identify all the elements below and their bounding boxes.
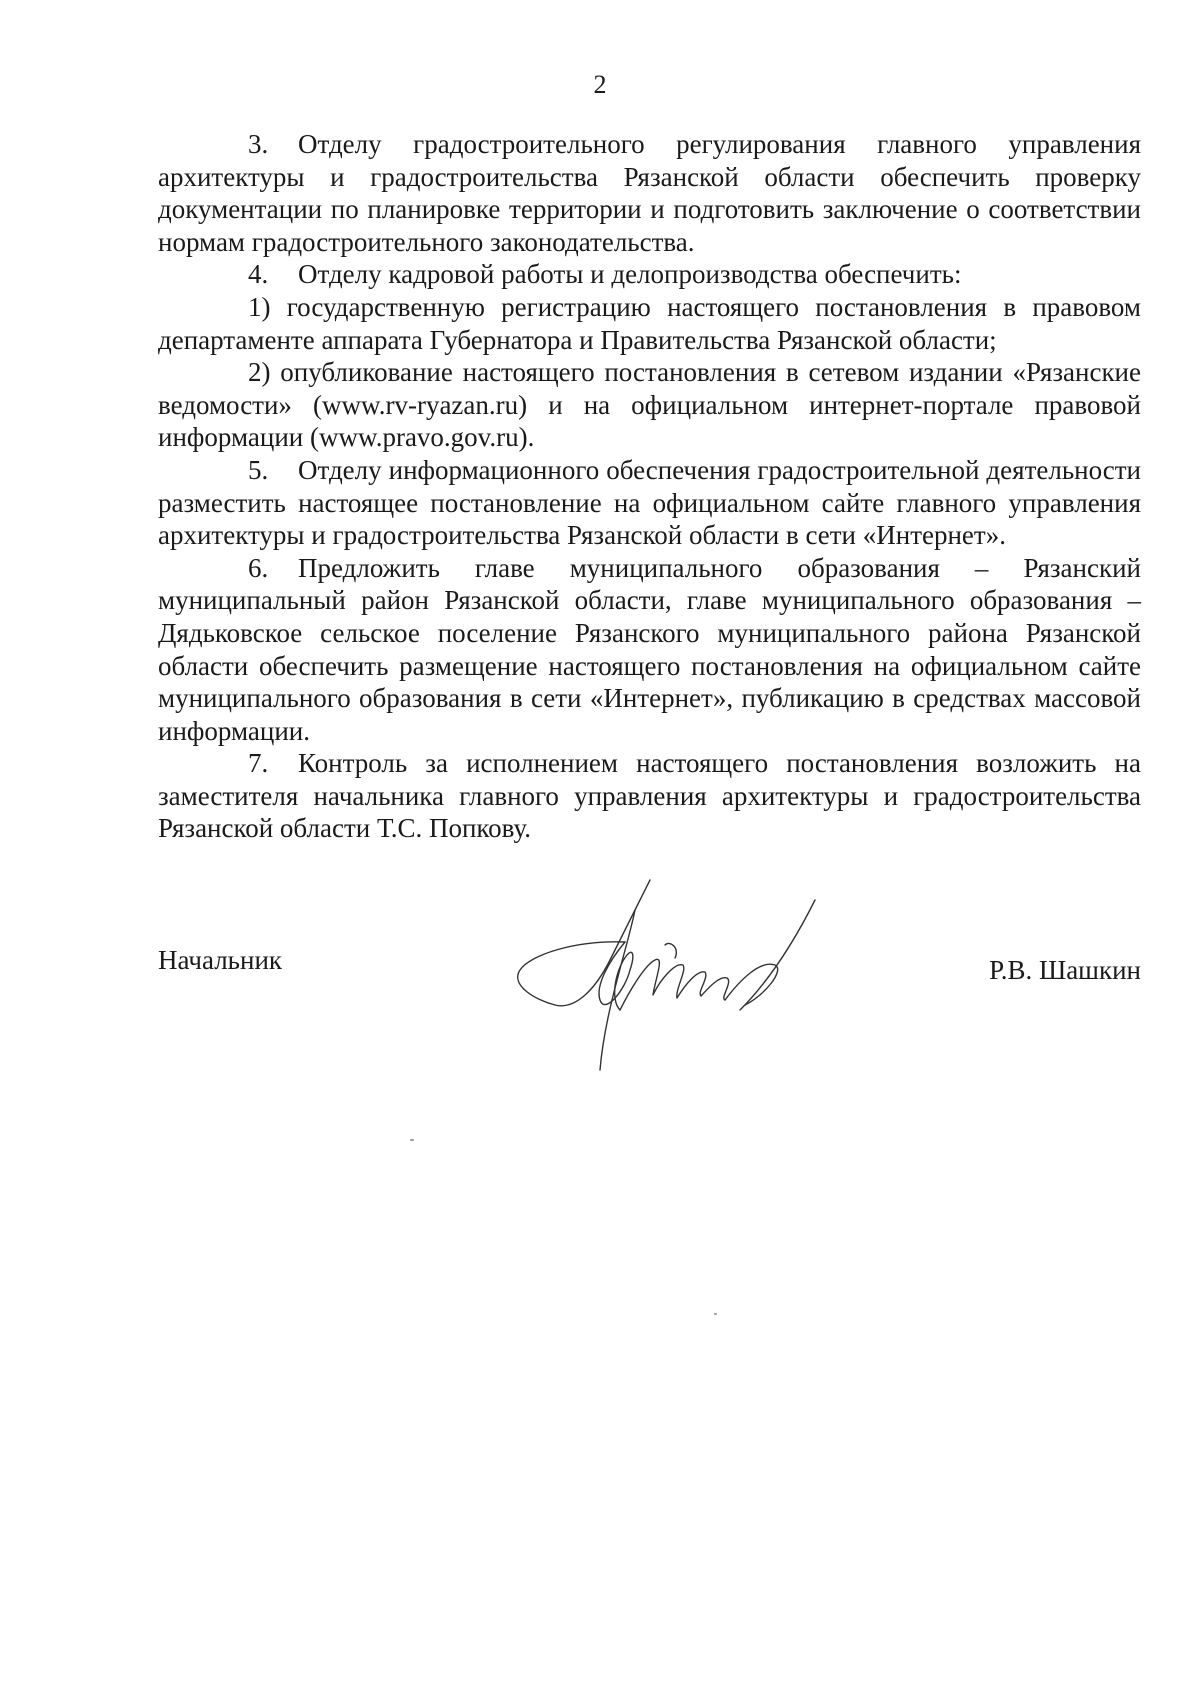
paragraph-text: Контроль за исполнением настоящего постановления возложить на заместителя начальника главного управления архитектуры и градостроительства Рязанской области Т.С. Попкову.	[158, 748, 1141, 844]
signatory-name: Р.В. Шашкин	[989, 955, 1141, 985]
paragraph-text: Отделу градостроительного регулирования главного управления архитектуры и градостроительства Рязанской области обеспечить проверку документации по планировке территории и подготовить заключение о соответствии нормам градостроительного законодательства.	[158, 129, 1141, 257]
page-number: 2	[593, 70, 607, 99]
paragraph-text: Предложить главе муниципального образования – Рязанский муниципальный район Рязанской области, главе муниципального образования – Дядьковское сельское поселение Рязанского муниципального района Рязанской области обеспечить размещение настоящего постановления на официальном сайте муниципального образования в сети «Интернет», публикацию в средствах массовой информации.	[158, 552, 1141, 746]
scan-speck	[410, 1139, 414, 1141]
paragraph-4	[158, 258, 1141, 291]
paragraph-7	[158, 747, 1141, 845]
paragraph-number: 3.	[248, 129, 269, 159]
paragraph-text: Отделу информационного обеспечения градостроительной деятельности разместить настоящее постановление на официальном сайте главного управления архитектуры и градостроительства Рязанской области в сети «Интернет».	[158, 454, 1141, 551]
paragraph-text: Отделу кадровой работы и делопроизводства обеспечить:	[298, 259, 962, 290]
paragraph-number: 4.	[248, 259, 269, 290]
paragraph-3	[158, 128, 1141, 258]
paragraph-text: 1) государственную регистрацию настоящего постановления в правовом департаменте аппарата Губернатора и Правительства Рязанской области;	[158, 291, 1141, 355]
signatory-position: Начальник	[158, 945, 283, 975]
scan-speck	[714, 1313, 717, 1315]
paragraph-number: 5.	[248, 454, 269, 485]
paragraph-4-1	[158, 291, 1141, 356]
paragraph-5	[158, 454, 1141, 552]
document-body	[158, 128, 1141, 845]
paragraph-text: 2) опубликование настоящего постановления в сетевом издании «Рязанские ведомости» (www.rv-ryazan.ru) и на официальном интернет-портале правовой информации (www.pravo.gov.ru).	[158, 357, 1141, 453]
handwritten-signature	[515, 870, 845, 1080]
paragraph-number: 7.	[248, 748, 269, 779]
paragraph-number: 6.	[248, 552, 269, 583]
paragraph-6	[158, 552, 1141, 748]
paragraph-4-2	[158, 356, 1141, 454]
